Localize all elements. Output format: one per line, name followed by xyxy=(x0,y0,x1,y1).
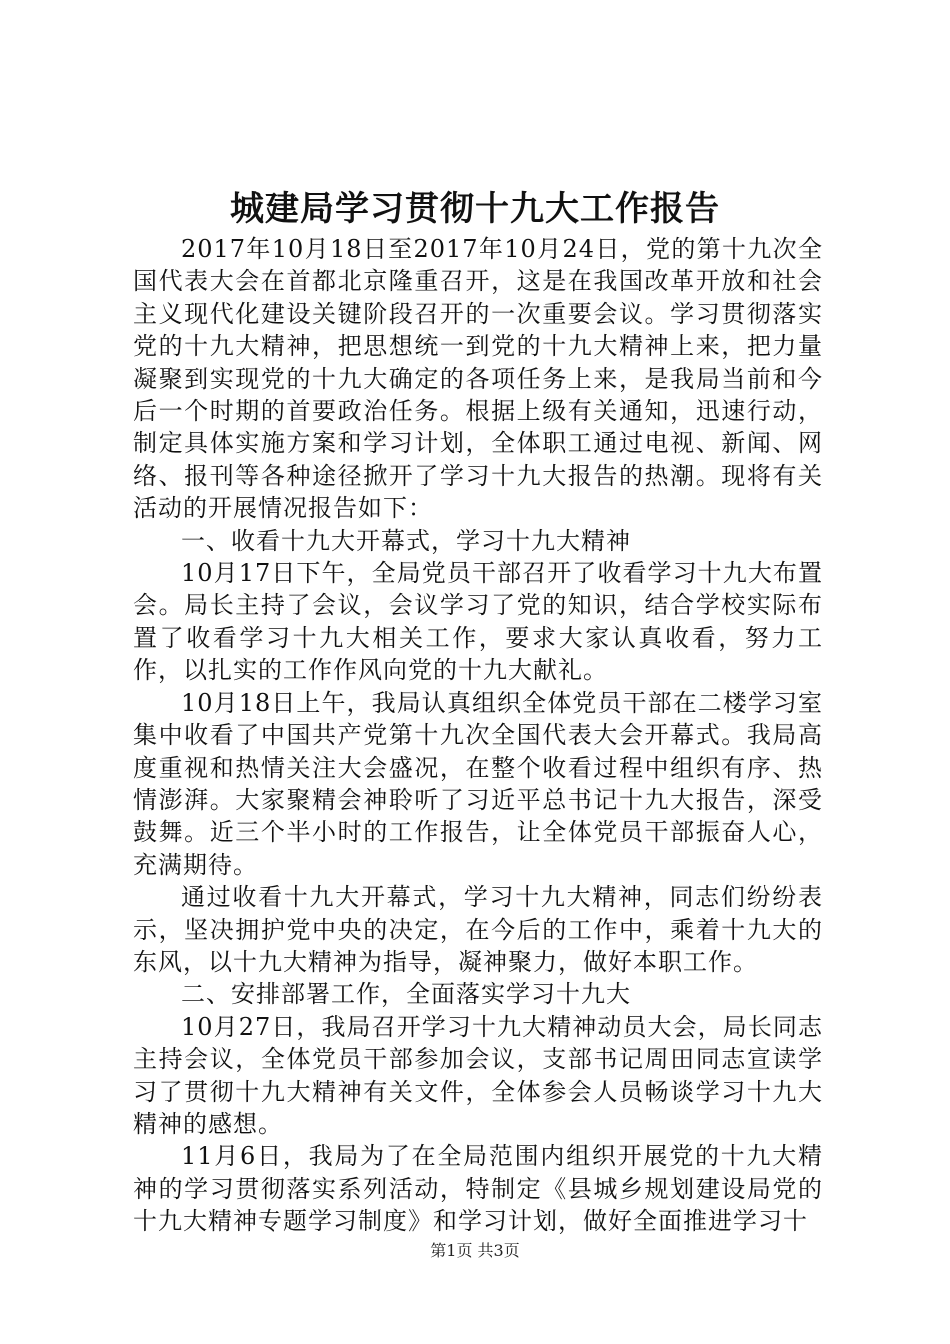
document-body xyxy=(133,233,823,1238)
paragraph-nov6: 11月6日，我局为了在全局范围内组织开展党的十九大精神的学习贯彻落实系列活动，特制定《县城乡规划建设局党的十九大精神专题学习制度》和学习计划，做好全面推进学习十 xyxy=(133,1142,823,1236)
section-heading-1: 一、收看十九大开幕式，学习十九大精神 xyxy=(181,526,631,555)
page-number-footer: 第1页 共3页 xyxy=(430,1241,520,1260)
paragraph-intro: 2017年10月18日至2017年10月24日，党的第十九次全国代表大会在首都北京隆重召开，这是在我国改革开放和社会主义现代化建设关键阶段召开的一次重要会议。学习贯彻落实党的十九大精神，把思想统一到党的十九大精神上来，把力量凝聚到实现党的十九大确定的各项任务上来，是我局当前和今后一个时期的首要政治任务。根据上级有关通知，迅速行动，制定具体实施方案和学习计划，全体职工通过电视、新闻、网络、报刊等各种途径掀开了学习十九大报告的热潮。现将有关活动的开展情况报告如下： xyxy=(133,235,823,523)
paragraph-oct18: 10月18日上午，我局认真组织全体党员干部在二楼学习室集中收看了中国共产党第十九次全国代表大会开幕式。我局高度重视和热情关注大会盛况，在整个收看过程中组织有序、热情澎湃。大家聚精会神聆听了习近平总书记十九大报告，深受鼓舞。近三个半小时的工作报告，让全体党员干部振奋人心，充满期待。 xyxy=(133,688,823,879)
paragraph-oct27: 10月27日，我局召开学习十九大精神动员大会，局长同志主持会议，全体党员干部参加会议，支部书记周田同志宣读学习了贯彻十九大精神有关文件，全体参会人员畅谈学习十九大精神的感想。 xyxy=(133,1012,823,1138)
paragraph-viewing-summary: 通过收看十九大开幕式，学习十九大精神，同志们纷纷表示，坚决拥护党中央的决定，在今后的工作中，乘着十九大的东风，以十九大精神为指导，凝神聚力，做好本职工作。 xyxy=(133,883,823,976)
document-title: 城建局学习贯彻十九大工作报告 xyxy=(230,189,720,229)
paragraph-oct17: 10月17日下午，全局党员干部召开了收看学习十九大布置会。局长主持了会议，会议学习了党的知识，结合学校实际布置了收看学习十九大相关工作，要求大家认真收看，努力工作，以扎实的工作作风向党的十九大献礼。 xyxy=(133,559,823,685)
section-heading-2: 二、安排部署工作，全面落实学习十九大 xyxy=(181,980,631,1009)
